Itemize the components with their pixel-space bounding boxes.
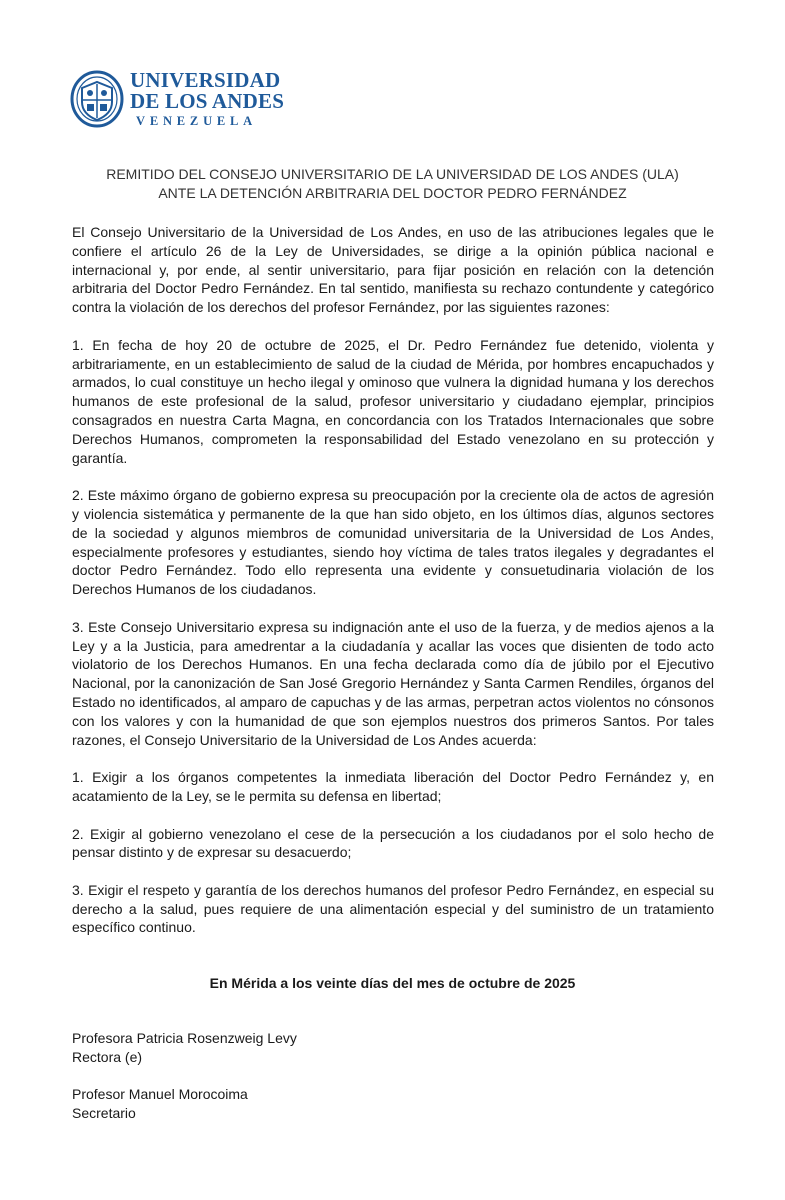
title-line-1: REMITIDO DEL CONSEJO UNIVERSITARIO DE LA UNIVERSIDAD DE LOS ANDES (ULA)	[106, 166, 679, 182]
intro-paragraph: El Consejo Universitario de la Universidad de Los Andes, en uso de las atribuciones legales que le confiere el artículo 26 de la Ley de Universidades, se dirige a la opinión pública nacional e internacional y, por ende, al sentir universitario, para fijar posición en relación con la detención arbitraria del Doctor Pedro Fernández. En tal sentido, manifiesta su rechazo contundente y categórico contra la violación de los derechos del profesor Fernández, por las siguientes razones:	[72, 224, 714, 316]
logo-wordmark	[130, 70, 284, 129]
signatory-role: Secretario	[72, 1105, 136, 1121]
reason-1-paragraph: 1. En fecha de hoy 20 de octubre de 2025, el Dr. Pedro Fernández fue detenido, violenta y arbitrariamente, en un establecimiento de salud de la ciudad de Mérida, por hombres encapuchados y armados, lo cual constituye un hecho ilegal y ominoso que vulnera la dignidad humana y los derechos humanos de este profesional de la salud, profesor universitario y ciudadano ejemplar, principios consagrados en nuestra Carta Magna, en concordancia con los Tratados Internacionales que sobre Derechos Humanos, comprometen la responsabilidad del Estado venezolano en su protección y garantía.	[72, 336, 714, 466]
signature-block-rector	[72, 1029, 297, 1067]
logo-line-1: UNIVERSIDAD	[130, 68, 281, 92]
signature-block-secretary	[72, 1085, 248, 1123]
agreement-3-paragraph: 3. Exigir el respeto y garantía de los derechos humanos del profesor Pedro Fernández, en especial su derecho a la salud, pues requiere de una alimentación especial y del suministro de un tratamiento específico continuo.	[72, 881, 714, 936]
reason-2-paragraph: 2. Este máximo órgano de gobierno expresa su preocupación por la creciente ola de actos de agresión y violencia sistemática y permanente de la que han sido objeto, en los últimos días, algunos sectores de la sociedad y algunos miembros de comunidad universitaria de la Universidad de Los Andes, especialmente profesores y estudiantes, siendo hoy víctima de tales tratos ilegales y degradantes el doctor Pedro Fernández. Todo ello representa una evidente y consuetudinaria violación de los Derechos Humanos de los ciudadanos.	[72, 487, 714, 598]
signatory-name: Profesora Patricia Rosenzweig Levy	[72, 1030, 297, 1046]
university-seal-icon	[70, 70, 124, 128]
agreement-1-paragraph: 1. Exigir a los órganos competentes la inmediata liberación del Doctor Pedro Fernández y, en acatamiento de la Ley, se le permita su defensa en libertad;	[72, 769, 714, 804]
document-title	[70, 165, 715, 203]
signatory-role: Rectora (e)	[72, 1049, 143, 1065]
closing-line: En Mérida a los veinte días del mes de octubre de 2025	[209, 975, 576, 991]
logo-line-3: VENEZUELA	[136, 114, 257, 128]
reason-3-paragraph: 3. Este Consejo Universitario expresa su indignación ante el uso de la fuerza, y de medios ajenos a la Ley y a la Justicia, para amedrentar a la ciudadanía y acallar las voces que disienten de todo acto violatorio de los Derechos Humanos. En una fecha declarada como día de júbilo por el Ejecutivo Nacional, por la canonización de San José Gregorio Hernández y Santa Carmen Rendiles, órganos del Estado no identificados, al amparo de capuchas y de las armas, perpetran actos violentos no cónsonos con los valores y con la humanidad de que son ejemplos nuestros dos primeros Santos. Por tales razones, el Consejo Universitario de la Universidad de Los Andes acuerda:	[72, 618, 714, 748]
signatory-name: Profesor Manuel Morocoima	[72, 1086, 248, 1102]
university-logo	[70, 70, 284, 129]
document-body	[72, 223, 714, 956]
agreement-2-paragraph: 2. Exigir al gobierno venezolano el cese de la persecución a los ciudadanos por el solo hecho de pensar distinto y de expresar su desacuerdo;	[72, 825, 714, 861]
title-line-2: ANTE LA DETENCIÓN ARBITRARIA DEL DOCTOR PEDRO FERNÁNDEZ	[158, 185, 627, 201]
logo-line-2: DE LOS ANDES	[130, 89, 285, 113]
